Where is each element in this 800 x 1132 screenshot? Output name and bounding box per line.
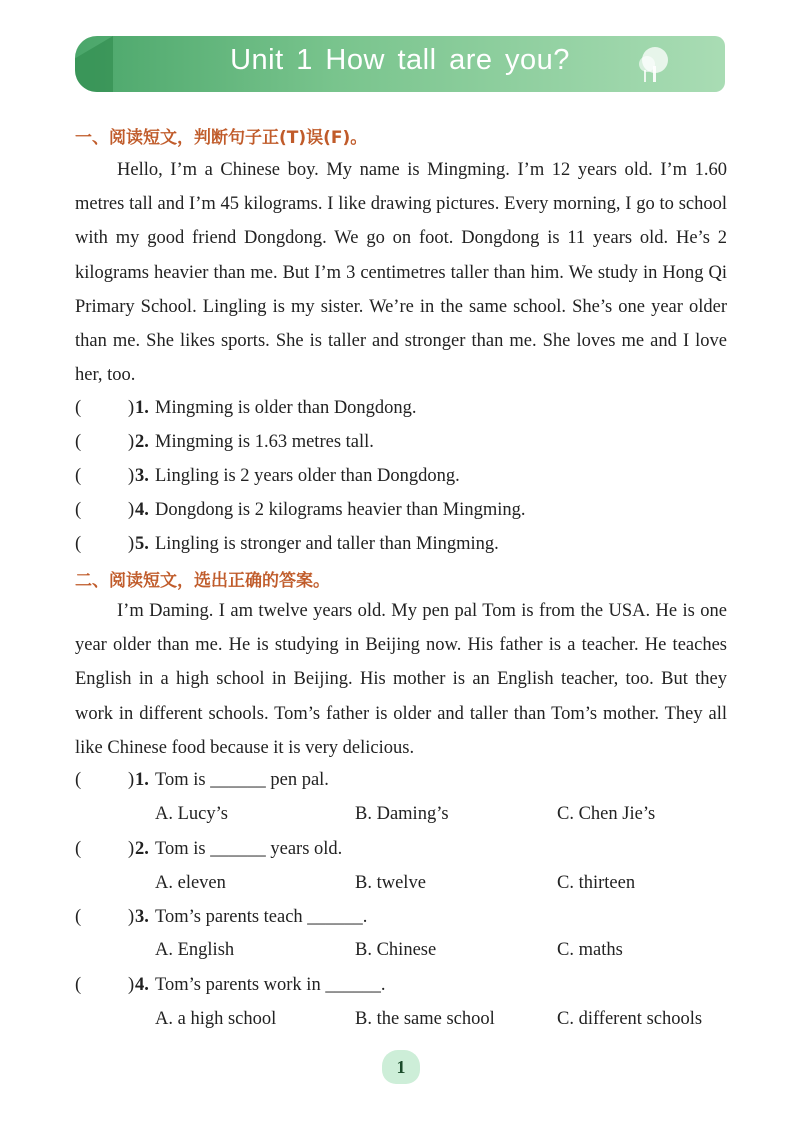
option-c: C. maths (557, 940, 623, 960)
answer-paren-right: ) (128, 975, 135, 995)
question-text: Tom is ______ pen pal. (155, 770, 329, 790)
question-number: 2. (135, 839, 149, 859)
option-a: A. a high school (155, 1009, 277, 1029)
answer-paren-right: ) (128, 398, 135, 418)
section-1-passage: Hello, I’m a Chinese boy. My name is Mingming. I’m 12 years old. I’m 1.60 metres tall and I’m 45 kilograms. I like drawing pictures. Every morning, I go to school with my good friend Dongdong. We go on foot. Dongdong is 11 years old. He’s 2 kilograms heavier than me. But I’m 3 centimetres taller than him. We study in Hong Qi Primary School. Lingling is my sister. We’re in the same school. She’s one year older than me. She likes sports. She is taller and stronger than me. She loves me and I love her, too. (75, 160, 727, 386)
section-1-title: 一、阅读短文，判断句子正(T)误(F)。 (75, 128, 368, 148)
unit-title: Unit 1 How tall are you? (230, 44, 570, 76)
answer-paren-left: ( (75, 975, 82, 995)
option-c: C. Chen Jie’s (557, 804, 656, 824)
question-number: 3. (135, 466, 149, 486)
option-b: B. Chinese (355, 940, 437, 960)
answer-paren-left: ( (75, 466, 82, 486)
question-text: Lingling is stronger and taller than Mingming. (155, 534, 499, 554)
answer-paren-right: ) (128, 534, 135, 554)
answer-paren-left: ( (75, 770, 82, 790)
page-number: 1 (382, 1050, 420, 1084)
answer-paren-left: ( (75, 500, 82, 520)
question-number: 4. (135, 975, 149, 995)
question-number: 1. (135, 770, 149, 790)
unit-banner (75, 36, 725, 92)
question-number: 2. (135, 432, 149, 452)
question-text: Tom is ______ years old. (155, 839, 343, 859)
answer-paren-right: ) (128, 500, 135, 520)
answer-paren-left: ( (75, 534, 82, 554)
answer-paren-right: ) (128, 466, 135, 486)
question-text: Tom’s parents teach ______. (155, 907, 368, 927)
answer-paren-left: ( (75, 907, 82, 927)
answer-paren-right: ) (128, 907, 135, 927)
option-c: C. thirteen (557, 873, 636, 893)
question-text: Tom’s parents work in ______. (155, 975, 386, 995)
question-number: 4. (135, 500, 149, 520)
option-b: B. the same school (355, 1009, 495, 1029)
option-b: B. twelve (355, 873, 426, 893)
question-number: 1. (135, 398, 149, 418)
question-number: 3. (135, 907, 149, 927)
answer-paren-left: ( (75, 839, 82, 859)
section-2-title: 二、阅读短文，选出正确的答案。 (75, 571, 330, 591)
answer-paren-right: ) (128, 432, 135, 452)
option-c: C. different schools (557, 1009, 703, 1029)
question-text: Lingling is 2 years older than Dongdong. (155, 466, 460, 486)
option-b: B. Daming’s (355, 804, 449, 824)
answer-paren-left: ( (75, 398, 82, 418)
option-a: A. English (155, 940, 235, 960)
section-2-passage: I’m Daming. I am twelve years old. My pen pal Tom is from the USA. He is one year older than me. He is studying in Beijing now. His father is a teacher. He teaches English in a high school in Beijing. His mother is an English teacher, too. But they work in different schools. Tom’s father is older and taller than Tom’s mother. They all like Chinese food because it is very delicious. (75, 601, 727, 758)
question-text: Dongdong is 2 kilograms heavier than Mingming. (155, 500, 526, 520)
question-text: Mingming is 1.63 metres tall. (155, 432, 374, 452)
tree-icon (633, 42, 677, 86)
option-a: A. Lucy’s (155, 804, 228, 824)
answer-paren-right: ) (128, 839, 135, 859)
question-number: 5. (135, 534, 149, 554)
answer-paren-right: ) (128, 770, 135, 790)
answer-paren-left: ( (75, 432, 82, 452)
question-text: Mingming is older than Dongdong. (155, 398, 417, 418)
option-a: A. eleven (155, 873, 226, 893)
